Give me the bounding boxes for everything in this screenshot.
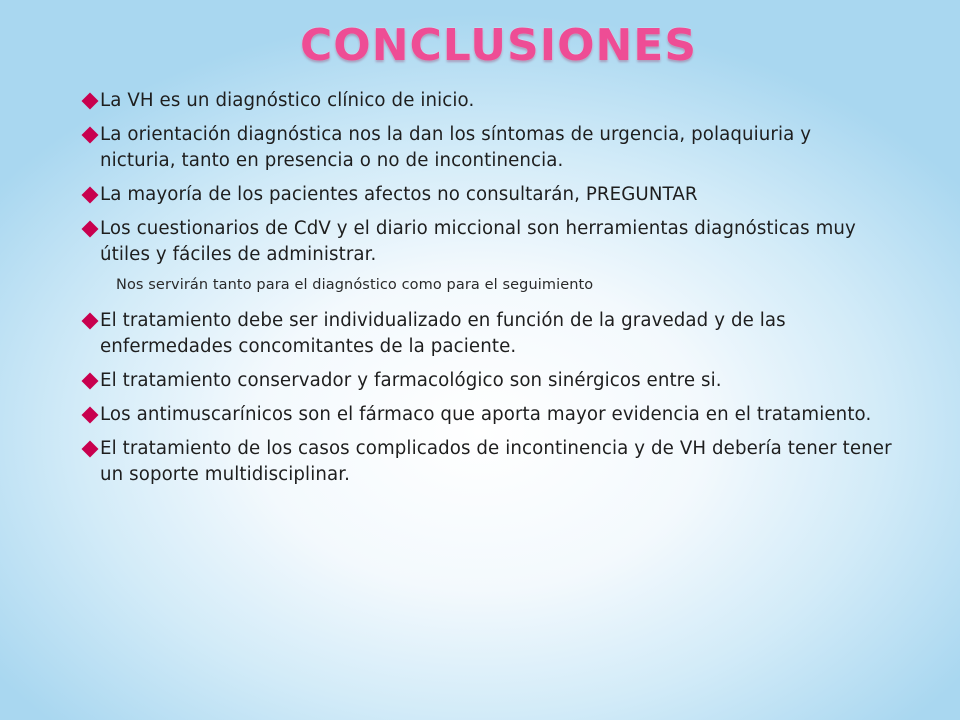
list-item-text: El tratamiento de los casos complicados de incontinencia y de VH debería tener tener un soporte multidisciplinar.: [100, 438, 892, 485]
list-item-text: La orientación diagnóstica nos la dan los síntomas de urgencia, polaquiuria y nicturia, tanto en presencia o no de incontinencia.: [100, 124, 812, 171]
list-item: [80, 436, 892, 488]
slide-title: CONCLUSIONES: [300, 20, 698, 71]
diamond-bullet-icon: [82, 313, 99, 330]
list-item: [80, 88, 892, 114]
list-item-text: La VH es un diagnóstico clínico de inicio.: [100, 90, 475, 111]
diamond-bullet-icon: [82, 407, 99, 424]
diamond-bullet-icon: [82, 187, 99, 204]
diamond-bullet-icon: [82, 93, 99, 110]
list-item-text: La mayoría de los pacientes afectos no consultarán, PREGUNTAR: [100, 184, 698, 205]
list-item: [80, 402, 892, 428]
list-item: [80, 368, 892, 394]
bullet-list: [80, 88, 892, 496]
list-item-text: El tratamiento debe ser individualizado en función de la gravedad y de las enfermedades concomitantes de la paciente.: [100, 310, 786, 357]
diamond-bullet-icon: [82, 373, 99, 390]
diamond-bullet-icon: [82, 441, 99, 458]
list-item: [80, 182, 892, 208]
list-item-text: Los antimuscarínicos son el fármaco que aporta mayor evidencia en el tratamiento.: [100, 404, 872, 425]
sub-note: Nos servirán tanto para el diagnóstico como para el seguimiento: [116, 277, 594, 293]
list-item: [80, 122, 892, 174]
list-item-text: El tratamiento conservador y farmacológico son sinérgicos entre si.: [100, 370, 722, 391]
list-item-text: Los cuestionarios de CdV y el diario miccional son herramientas diagnósticas muy útiles y fáciles de administrar.: [100, 218, 856, 265]
list-item: [80, 308, 892, 360]
list-item: [80, 216, 892, 268]
diamond-bullet-icon: [82, 127, 99, 144]
diamond-bullet-icon: [82, 221, 99, 238]
